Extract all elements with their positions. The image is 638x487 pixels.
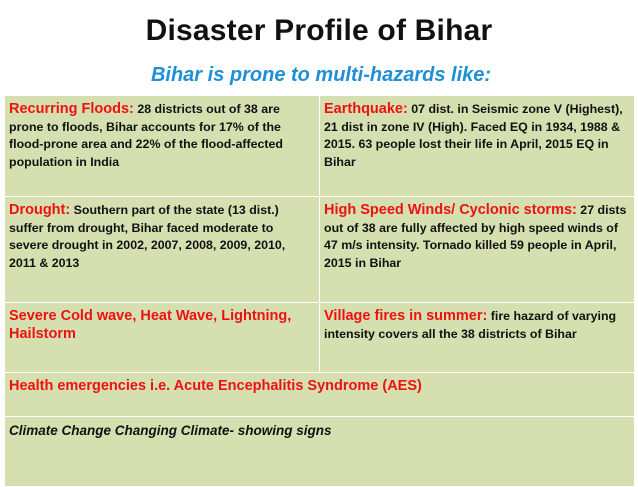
health-cell	[5, 373, 635, 417]
earthquake-heading: Earthquake:	[324, 101, 408, 117]
floods-heading: Recurring Floods:	[9, 101, 134, 117]
health-heading: Health emergencies i.e. Acute Encephalitis Syndrome (AES)	[9, 378, 422, 394]
climate-cell	[5, 417, 635, 487]
earthquake-cell	[320, 96, 635, 197]
village-fires-cell	[320, 303, 635, 373]
floods-text: 28 districts out of 38 are prone to floods, Bihar accounts for 17% of the flood-prone area and 22% of the flood-affected population in India	[9, 102, 283, 169]
drought-text: Southern part of the state (13 dist.) suffer from drought, Bihar faced moderate to severe drought in 2002, 2007, 2008, 2009, 2010, 2011 & 2013	[9, 203, 286, 270]
climate-text: Climate Change Changing Climate- showing signs	[9, 423, 332, 438]
earthquake-text: 07 dist. in Seismic zone V (Highest), 21 dist in zone IV (High). Faced EQ in 1934, 1988 & 2015. 63 people lost their life in April, 2015 EQ in Bihar	[324, 102, 623, 169]
winds-text: 27 dists out of 38 are fully affected by high speed winds of 47 m/s intensity. Tornado killed 59 people in April, 2015 in Bihar	[324, 203, 627, 270]
page-subtitle: Bihar is prone to multi-hazards like:	[150, 64, 492, 86]
drought-heading: Drought:	[9, 202, 71, 218]
village-fires-heading: Village fires in summer:	[324, 308, 488, 324]
cold-heat-heading: Severe Cold wave, Heat Wave, Lightning, Hailstorm	[9, 308, 292, 342]
village-fires-text: fire hazard of varying intensity covers all the 38 districts of Bihar	[324, 309, 617, 341]
winds-cell	[320, 197, 635, 303]
cold-heat-cell	[5, 303, 320, 373]
hazard-table	[4, 95, 635, 487]
winds-heading: High Speed Winds/ Cyclonic storms:	[324, 202, 577, 218]
drought-cell	[5, 197, 320, 303]
page-title: Disaster Profile of Bihar	[145, 14, 493, 47]
floods-cell	[5, 96, 320, 197]
